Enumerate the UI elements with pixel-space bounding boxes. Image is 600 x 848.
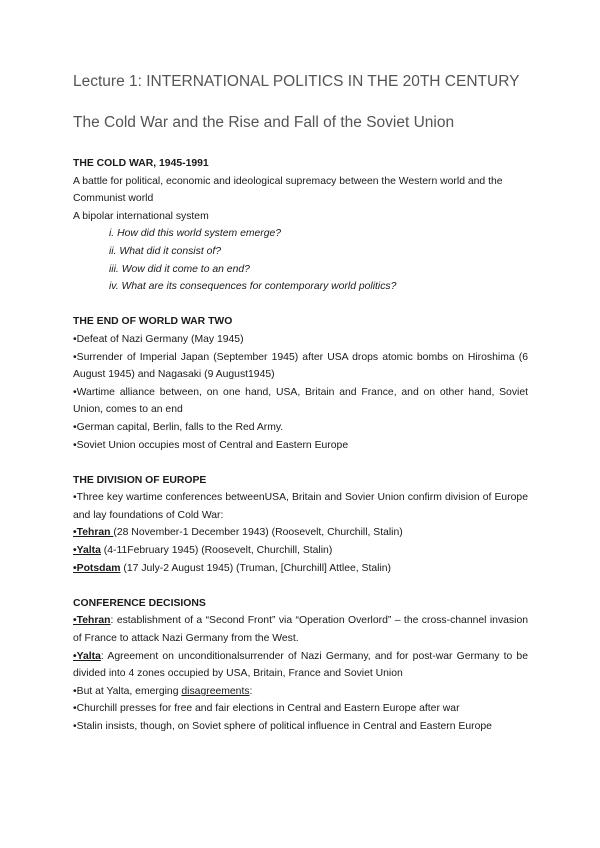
conference-item-potsdam (73, 560, 528, 578)
spacer (73, 296, 528, 314)
conference-label: •Tehran (73, 527, 114, 539)
disagreements-term: disagreements (181, 685, 250, 697)
bullet-item: •Churchill presses for free and fair elections in Central and Eastern Europe after war (73, 703, 460, 715)
document-body (73, 155, 528, 736)
conference-item-yalta (73, 542, 528, 560)
decision-text: : establishment of a “Second Front” via “Operation Overlord” – the cross-channel invasion of France to attack Nazi Germany from the West. (73, 615, 528, 645)
conference-detail: (4-11February 1945) (Roosevelt, Churchill, Stalin) (100, 545, 333, 557)
conference-label: •Tehran (73, 615, 111, 627)
question-item: iii. Wow did it come to an end? (109, 263, 250, 275)
bullet-text: : (249, 685, 253, 697)
bullet-text: •But at Yalta, emerging (73, 685, 182, 697)
section-heading-division-of-europe: THE DIVISION OF EUROPE (73, 474, 207, 486)
bullet-item: •Stalin insists, though, on Soviet sphere of political influence in Central and Eastern Europe (73, 721, 492, 732)
section-heading-cold-war: THE COLD WAR, 1945-1991 (73, 158, 209, 169)
decision-text: : Agreement on unconditionalsurrender of Nazi Germany, and for post-war Germany to be divided into 4 zones occupied by USA, Britain, France and Soviet Union (73, 650, 528, 680)
decision-yalta (73, 648, 528, 683)
decision-tehran (73, 612, 528, 647)
conference-item-tehran (73, 524, 528, 542)
bullet-item: •Surrender of Imperial Japan (September 1945) after USA drops atomic bombs on Hiroshima (6 August 1945) and Nagasaki (9 August1945) (73, 351, 528, 381)
paragraph: A battle for political, economic and ideological supremacy between the Western world and the Communist world (73, 175, 503, 205)
spacer (73, 454, 528, 472)
bullet-item: •Defeat of Nazi Germany (May 1945) (73, 333, 244, 345)
question-item: ii. What did it consist of? (109, 245, 222, 257)
bullet-item: •Three key wartime conferences betweenUSA, Britain and Sovier Union confirm division of Europe and lay foundations of Cold War: (73, 492, 528, 521)
conference-detail: (17 July-2 August 1945) (Truman, [Churchill] Attlee, Stalin) (120, 562, 392, 574)
lecture-subtitle: The Cold War and the Rise and Fall of the Soviet Union (73, 114, 455, 131)
section-heading-end-of-ww2: THE END OF WORLD WAR TWO (73, 316, 233, 328)
conference-detail: (28 November-1 December 1943) (Roosevelt, Churchill, Stalin) (113, 527, 403, 539)
question-item: iv. What are its consequences for contemporary world politics? (109, 281, 397, 293)
spacer (73, 577, 528, 595)
paragraph: A bipolar international system (73, 210, 209, 222)
bullet-item: •Wartime alliance between, on one hand, USA, Britain and France, and on other hand, Soviet Union, comes to an end (73, 386, 528, 416)
conference-label: •Potsdam (73, 562, 121, 574)
conference-label: •Yalta (73, 545, 101, 557)
question-item: i. How did this world system emerge? (109, 228, 282, 240)
bullet-item: •Soviet Union occupies most of Central and Eastern Europe (73, 439, 349, 451)
bullet-item (73, 683, 528, 701)
section-heading-conference-decisions: CONFERENCE DECISIONS (73, 597, 206, 609)
lecture-title: Lecture 1: INTERNATIONAL POLITICS IN THE 20TH CENTURY (73, 73, 520, 90)
conference-label: •Yalta (73, 650, 101, 662)
bullet-item: •German capital, Berlin, falls to the Red Army. (73, 421, 284, 433)
